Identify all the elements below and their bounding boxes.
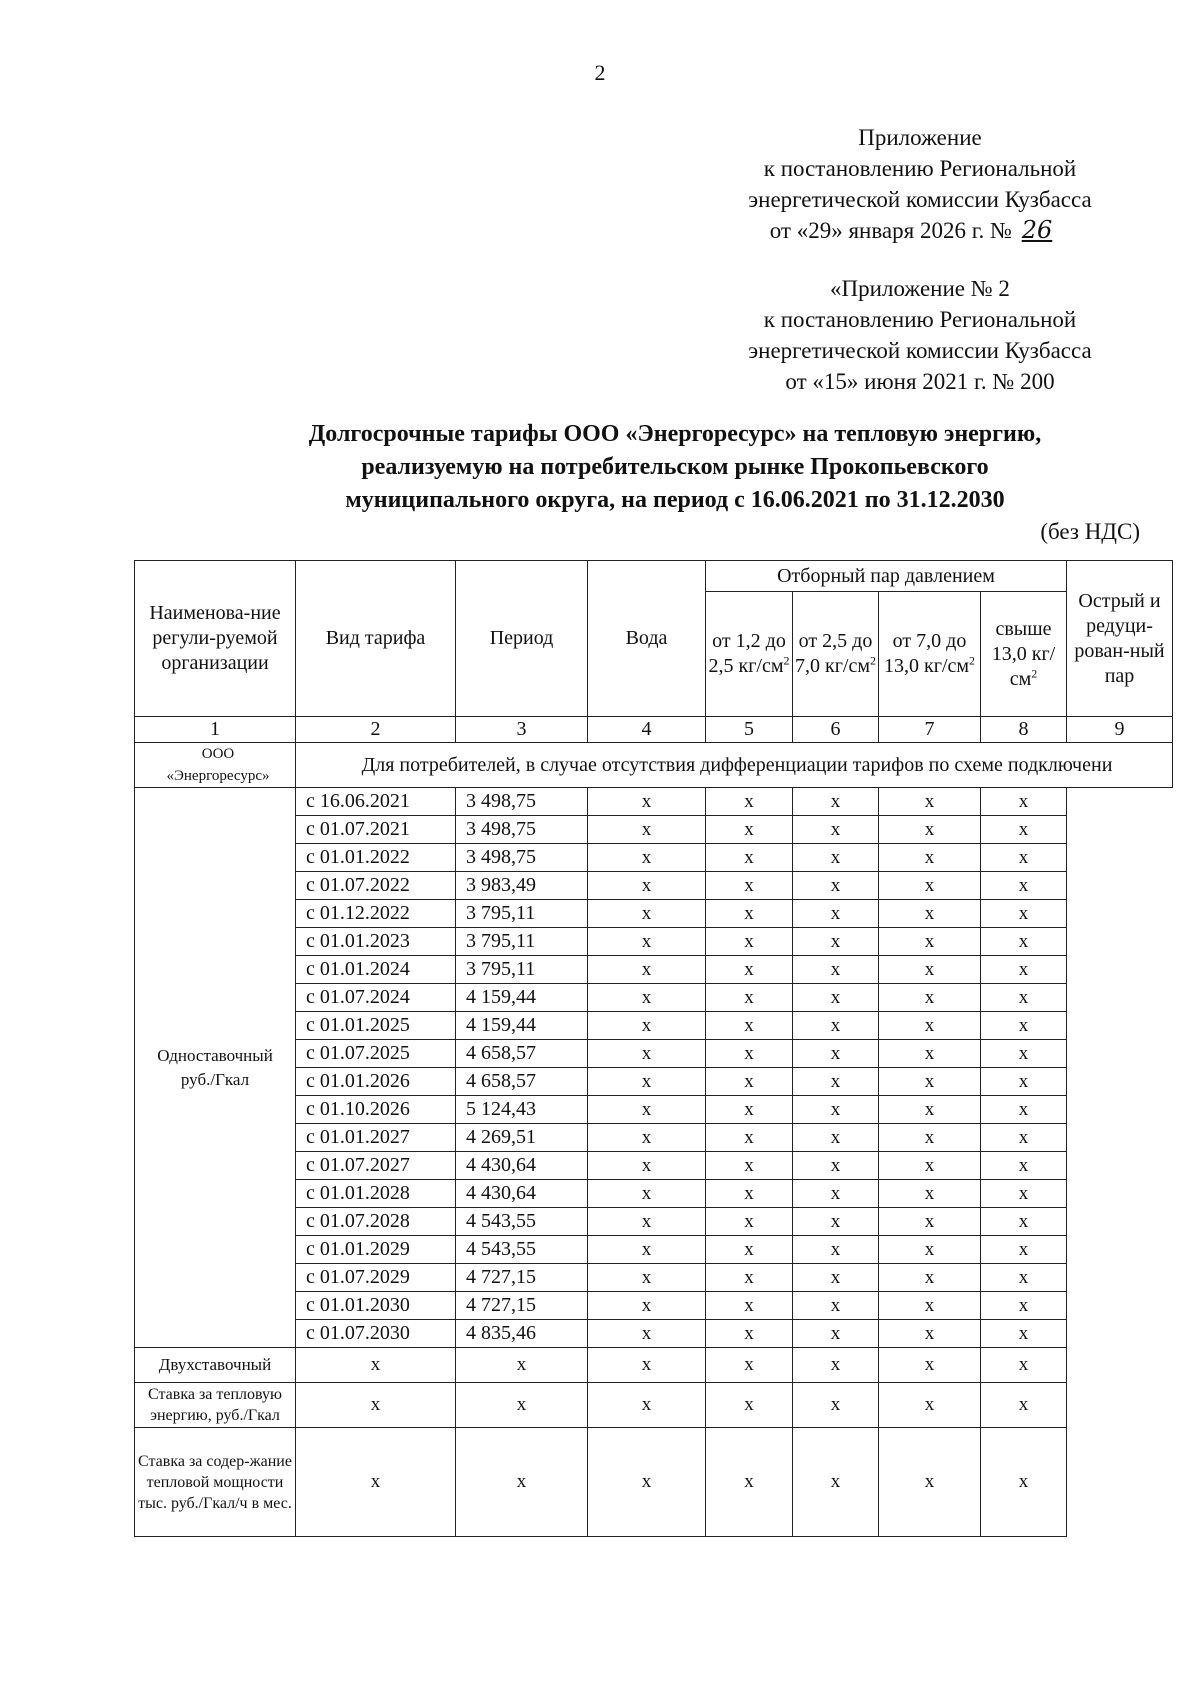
header-water: Вода [588,561,706,717]
title-line-2: реализуемую на потребительском рынке Прокопьевского [361,454,989,480]
value-cell: х [981,1040,1067,1068]
appendix-date: от «29» января 2026 г. № [769,218,1012,243]
value-cell: х [981,1012,1067,1040]
value-cell: х [588,816,706,844]
water-cell: 4 658,57 [456,1068,588,1096]
value-cell: х [793,1124,879,1152]
header-tariff-type: Вид тарифа [296,561,456,717]
value-cell: х [879,1348,981,1383]
value-cell: х [793,1264,879,1292]
header-steam-group: Отборный пар давлением [706,561,1067,592]
appendix2-line-2: к постановлению Региональной [763,307,1077,332]
document-title [226,418,1124,517]
appendix-line-1: Приложение [858,125,982,150]
value-cell: х [793,1292,879,1320]
value-cell: х [981,1068,1067,1096]
period-cell: с 01.07.2024 [296,984,456,1012]
value-cell: х [981,1264,1067,1292]
period-cell: с 01.01.2028 [296,1180,456,1208]
value-cell: х [981,1152,1067,1180]
value-cell: х [706,1383,793,1428]
value-cell: х [588,1292,706,1320]
value-cell: х [879,1208,981,1236]
period-cell: с 01.07.2029 [296,1264,456,1292]
org-name-line-2: «Энергоресурс» [166,768,270,784]
value-cell: х [588,1264,706,1292]
appendix-number-handwritten: 26 [1021,216,1053,244]
value-cell: х [793,1068,879,1096]
appendix-line-2: к постановлению Региональной [763,156,1077,181]
header-sharp-steam: Острый и редуци-рован-ный пар [1067,561,1173,717]
water-cell: 4 430,64 [456,1152,588,1180]
value-cell: х [706,1152,793,1180]
column-number: 9 [1067,717,1173,743]
title-line-3: муниципального округа, на период с 16.06.2021 по 31.12.2030 [345,487,1005,513]
value-cell: х [879,1428,981,1537]
value-cell: х [981,1348,1067,1383]
value-cell: х [879,844,981,872]
column-number: 7 [879,717,981,743]
note-row: Для потребителей, в случае отсутствия дифференциации тарифов по схеме подключени [296,743,1173,788]
header-steam-2: от 2,5 до 7,0 $кг/см^2$ [793,592,879,717]
value-cell: х [706,956,793,984]
header-steam-1: от 1,2 до 2,5 $кг/см^2$ [706,592,793,717]
period-cell: с 01.07.2022 [296,872,456,900]
value-cell: х [706,816,793,844]
column-number: 6 [793,717,879,743]
value-cell: х [706,1068,793,1096]
value-cell: х [706,1320,793,1348]
value-cell: х [588,1124,706,1152]
appendix2-line-4: от «15» июня 2021 г. № 200 [785,369,1055,394]
org-name-line-1: ООО [201,746,235,762]
value-cell: х [793,984,879,1012]
period-cell: с 01.01.2029 [296,1236,456,1264]
value-cell: х [588,1428,706,1537]
header-org: Наименова-ние регули-руемой организации [135,561,296,717]
value-cell: х [588,1320,706,1348]
value-cell: х [706,1124,793,1152]
title-line-1: Долгосрочные тарифы ООО «Энергоресурс» на тепловую энергию, [308,421,1042,447]
header-steam-3: от 7,0 до 13,0 $кг/см^2$ [879,592,981,717]
value-cell: х [981,1383,1067,1428]
value-cell: х [981,1236,1067,1264]
table-row [135,788,1173,816]
value-cell: х [793,1012,879,1040]
value-cell: х [456,1428,588,1537]
value-cell: х [879,1264,981,1292]
period-cell: с 01.07.2021 [296,816,456,844]
value-cell: х [296,1428,456,1537]
value-cell: х [706,872,793,900]
appendix-line-3: энергетической комиссии Кузбасса [748,187,1092,212]
value-cell: х [981,900,1067,928]
column-number: 4 [588,717,706,743]
value-cell: х [706,928,793,956]
value-cell: х [879,1012,981,1040]
period-cell: с 01.10.2026 [296,1096,456,1124]
water-cell: 4 269,51 [456,1124,588,1152]
value-cell: х [706,1096,793,1124]
appendix-header [700,122,1140,246]
period-cell: с 01.01.2025 [296,1012,456,1040]
vat-note: (без НДС) [1040,519,1140,544]
water-cell: 4 159,44 [456,1012,588,1040]
value-cell: х [981,844,1067,872]
value-cell: х [793,788,879,816]
value-cell: х [879,872,981,900]
value-cell: х [981,1292,1067,1320]
value-cell: х [879,1124,981,1152]
value-cell: х [981,1208,1067,1236]
value-cell: х [296,1348,456,1383]
value-cell: х [879,1096,981,1124]
value-cell: х [793,816,879,844]
value-cell: х [793,1236,879,1264]
value-cell: х [706,900,793,928]
extra-row-label: Двухставочный [135,1348,296,1383]
value-cell: х [793,956,879,984]
value-cell: х [588,788,706,816]
value-cell: х [981,872,1067,900]
water-cell: 4 543,55 [456,1208,588,1236]
water-cell: 3 983,49 [456,872,588,900]
column-number: 1 [135,717,296,743]
value-cell: х [879,1180,981,1208]
value-cell: х [588,1180,706,1208]
value-cell: х [879,1292,981,1320]
value-cell: х [793,900,879,928]
water-cell: 3 498,75 [456,844,588,872]
single-rate-label: Одноставочный руб./Гкал [135,788,296,1348]
period-cell: с 01.01.2030 [296,1292,456,1320]
value-cell: х [793,1040,879,1068]
value-cell: х [879,956,981,984]
water-cell: 5 124,43 [456,1096,588,1124]
period-cell: с 01.01.2022 [296,844,456,872]
value-cell: х [706,1264,793,1292]
value-cell: х [706,1236,793,1264]
period-cell: с 01.01.2023 [296,928,456,956]
column-number-row [135,717,1173,743]
column-number: 8 [981,717,1067,743]
value-cell: х [456,1383,588,1428]
value-cell: х [793,1152,879,1180]
value-cell: х [793,872,879,900]
value-cell: х [706,1348,793,1383]
appendix2-line-3: энергетической комиссии Кузбасса [748,338,1092,363]
value-cell: х [981,1320,1067,1348]
value-cell: х [793,1383,879,1428]
water-cell: 3 795,11 [456,956,588,984]
value-cell: х [981,816,1067,844]
column-number: 5 [706,717,793,743]
value-cell: х [706,1292,793,1320]
value-cell: х [981,1096,1067,1124]
period-cell: с 16.06.2021 [296,788,456,816]
value-cell: х [588,1012,706,1040]
period-cell: с 01.07.2027 [296,1152,456,1180]
value-cell: х [706,1428,793,1537]
period-cell: с 01.01.2024 [296,956,456,984]
value-cell: х [588,844,706,872]
value-cell: х [879,816,981,844]
value-cell: х [706,984,793,1012]
water-cell: 3 795,11 [456,900,588,928]
value-cell: х [981,956,1067,984]
water-cell: 4 543,55 [456,1236,588,1264]
value-cell: х [588,956,706,984]
water-cell: 3 498,75 [456,788,588,816]
value-cell: х [588,1096,706,1124]
period-cell: с 01.01.2027 [296,1124,456,1152]
value-cell: х [879,900,981,928]
table-row [135,1383,1173,1428]
appendix2-header [700,273,1140,397]
value-cell: х [706,844,793,872]
value-cell: х [879,788,981,816]
value-cell: х [981,1428,1067,1537]
water-cell: 4 430,64 [456,1180,588,1208]
value-cell: х [706,1012,793,1040]
value-cell: х [879,1383,981,1428]
period-cell: с 01.07.2028 [296,1208,456,1236]
value-cell: х [588,1236,706,1264]
column-number: 2 [296,717,456,743]
period-cell: с 01.12.2022 [296,900,456,928]
value-cell: х [588,900,706,928]
water-cell: 4 658,57 [456,1040,588,1068]
value-cell: х [981,928,1067,956]
appendix2-line-1: «Приложение № 2 [830,276,1010,301]
header-steam-4: свыше 13,0 $кг/см^2$ [981,592,1067,717]
period-cell: с 01.07.2030 [296,1320,456,1348]
value-cell: х [793,1096,879,1124]
water-cell: 3 498,75 [456,816,588,844]
value-cell: х [706,1040,793,1068]
value-cell: х [793,1320,879,1348]
water-cell: 3 795,11 [456,928,588,956]
table-row [135,1348,1173,1383]
value-cell: х [981,788,1067,816]
value-cell: х [879,1068,981,1096]
water-cell: 4 835,46 [456,1320,588,1348]
value-cell: х [706,1208,793,1236]
value-cell: х [793,1428,879,1537]
value-cell: х [793,928,879,956]
value-cell: х [588,1383,706,1428]
value-cell: х [706,1180,793,1208]
page-number: 2 [594,60,606,85]
value-cell: х [588,984,706,1012]
value-cell: х [879,1320,981,1348]
value-cell: х [879,984,981,1012]
value-cell: х [793,844,879,872]
value-cell: х [879,928,981,956]
value-cell: х [981,1180,1067,1208]
org-name-cell [135,743,296,788]
value-cell: х [706,788,793,816]
value-cell: х [981,1124,1067,1152]
value-cell: х [879,1152,981,1180]
table-row [135,1428,1173,1537]
value-cell: х [588,1208,706,1236]
value-cell: х [588,1068,706,1096]
extra-row-label: Ставка за тепловую энергию, руб./Гкал [135,1383,296,1428]
tariff-table [134,560,1173,1537]
water-cell: 4 159,44 [456,984,588,1012]
value-cell: х [879,1236,981,1264]
value-cell: х [588,1348,706,1383]
value-cell: х [456,1348,588,1383]
appendix-line-4 [700,215,1140,246]
value-cell: х [879,1040,981,1068]
value-cell: х [793,1180,879,1208]
column-number: 3 [456,717,588,743]
value-cell: х [588,928,706,956]
value-cell: х [296,1383,456,1428]
extra-row-label: Ставка за содер-жание тепловой мощности тыс. руб./Гкал/ч в мес. [135,1428,296,1537]
period-cell: с 01.07.2025 [296,1040,456,1068]
water-cell: 4 727,15 [456,1264,588,1292]
header-period: Период [456,561,588,717]
period-cell: с 01.01.2026 [296,1068,456,1096]
water-cell: 4 727,15 [456,1292,588,1320]
value-cell: х [588,872,706,900]
value-cell: х [588,1040,706,1068]
value-cell: х [588,1152,706,1180]
value-cell: х [981,984,1067,1012]
value-cell: х [793,1208,879,1236]
value-cell: х [793,1348,879,1383]
